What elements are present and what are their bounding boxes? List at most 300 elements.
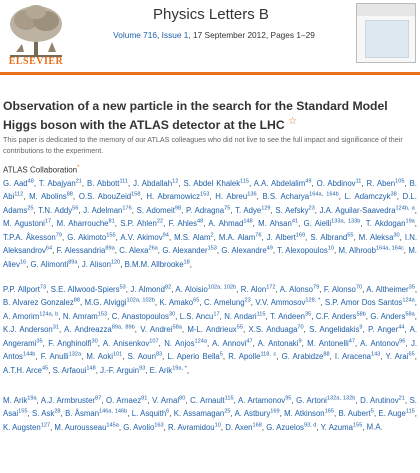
author-name-link[interactable]: G. Alexandre (221, 246, 267, 256)
affiliation-ref[interactable]: 10 (214, 422, 221, 428)
elsevier-tree-logo-icon[interactable] (4, 2, 68, 58)
author-name-link[interactable]: H. Abramowicz (146, 192, 201, 202)
affiliation-ref[interactable]: 89a (68, 259, 78, 265)
affiliation-ref[interactable]: 81 (141, 395, 148, 401)
author-name-link[interactable]: T. Andeen (270, 311, 305, 321)
affiliation-ref[interactable]: 49 (305, 178, 312, 184)
author-name-link[interactable]: J. Antos (3, 338, 418, 362)
author-name-link[interactable]: K. Augsten (3, 422, 41, 432)
affiliation-ref[interactable]: 2 (210, 232, 214, 238)
affiliation-ref[interactable]: 11 (355, 178, 362, 184)
journal-cover-thumbnail[interactable] (356, 3, 416, 63)
affiliation-ref[interactable]: 93, d (303, 422, 317, 428)
affiliation-ref[interactable]: 9 (359, 324, 363, 331)
author-separator: , (26, 259, 31, 269)
affiliation-ref[interactable]: 18 (183, 259, 190, 265)
affiliation-ref[interactable]: 25 (224, 408, 231, 415)
author-name-link[interactable]: O.S. AbouZeid (78, 192, 132, 202)
affiliation-ref[interactable]: 145a (106, 422, 119, 428)
affiliation-ref[interactable]: 58a (172, 324, 182, 331)
affiliation-ref[interactable]: 89a (105, 245, 115, 252)
author-name-link[interactable]: C. Alexa (119, 246, 149, 256)
author-name-link[interactable]: E. Arik (149, 365, 173, 375)
affiliation-ref[interactable]: 19a (405, 218, 415, 225)
author-separator: , (120, 259, 125, 269)
journal-title[interactable]: Physics Letters B (153, 6, 269, 23)
author-name-link[interactable]: J. Abdallah (133, 178, 173, 188)
affiliation-ref[interactable]: 6 (166, 408, 170, 415)
affiliation-ref[interactable]: 132a (68, 351, 82, 358)
affiliation-ref[interactable]: 30 (168, 311, 176, 317)
author-name-link[interactable]: C. Amelung (203, 298, 245, 308)
author-name-link[interactable]: L. Asquith (131, 409, 167, 419)
author-entry (309, 325, 368, 334)
author-entry (41, 352, 87, 361)
author-name-link[interactable]: S. Aefsky (275, 205, 309, 215)
affiliation-ref[interactable]: 23 (244, 297, 251, 304)
author-entry (30, 260, 81, 269)
author-name-link[interactable]: J. Adelman (83, 205, 123, 215)
affiliation-ref[interactable]: 64 (45, 245, 53, 252)
affiliation-ref[interactable]: 124a (402, 297, 415, 304)
author-name-link[interactable]: J. Albert (266, 232, 296, 242)
affiliation-ref[interactable]: 96 (399, 338, 406, 344)
author-entry (146, 192, 215, 201)
author-name-link[interactable]: K.J. Anderson (3, 325, 53, 335)
affiliation-ref[interactable]: 21 (75, 178, 82, 184)
author-name-link[interactable]: M. Aliev (3, 246, 417, 269)
author-name-link[interactable]: O. Abdinov (316, 178, 356, 188)
author-name-link[interactable]: S.P. Ahlen (120, 219, 157, 229)
affiliation-ref[interactable]: 146a, 146b (99, 408, 128, 415)
affiliation-ref[interactable]: 112 (14, 191, 24, 198)
affiliation-ref[interactable]: 79 (313, 284, 320, 290)
affiliation-ref[interactable]: 155 (352, 422, 363, 428)
collaboration-footnote-mark[interactable]: * (77, 165, 80, 171)
issue-link[interactable]: Issue 1 (161, 30, 189, 40)
affiliation-ref[interactable]: 169 (295, 232, 306, 238)
author-name-link[interactable]: M. Aharrouche (56, 219, 109, 229)
affiliation-ref[interactable]: 17 (44, 218, 52, 225)
author-name-link[interactable]: A. Aloisio (175, 284, 208, 294)
affiliation-ref[interactable]: 95 (285, 395, 292, 401)
author-name-link[interactable]: A.T.H. Arce (3, 365, 42, 375)
author-name-link[interactable]: Y. Arai (385, 352, 409, 362)
author-name-link[interactable]: S.E. Allwood-Spiers (50, 284, 120, 294)
affiliation-ref[interactable]: 155 (106, 232, 116, 238)
author-name-link[interactable]: R. Avramidou (167, 422, 215, 432)
author-name-link[interactable]: M.A. Alam (218, 232, 256, 242)
author-name-link[interactable]: K. Amako (159, 298, 194, 308)
affiliation-ref[interactable]: 53 (119, 284, 126, 290)
author-name-link[interactable]: M. Agustoni (3, 219, 45, 229)
author-name-link[interactable]: A. Antonaki (257, 338, 299, 348)
author-name-link[interactable]: S. Angelidakis (309, 325, 360, 335)
author-name-link[interactable]: P. Anger (368, 325, 399, 335)
author-name-link[interactable]: A. Artamonov (237, 395, 286, 405)
author-name-link[interactable]: N. Andari (224, 311, 257, 321)
author-name-link[interactable]: G. Anders (370, 311, 406, 321)
author-entry (120, 233, 174, 242)
author-entry (3, 179, 39, 188)
affiliation-ref[interactable]: 136 (247, 191, 257, 198)
affiliation-ref[interactable]: 44 (398, 324, 405, 331)
author-name-link[interactable]: L. Adamczyk (344, 192, 391, 202)
author-name-link[interactable]: C. Arnault (190, 395, 225, 405)
author-name-link[interactable]: A. Astbury (234, 409, 271, 419)
affiliation-ref[interactable]: 45 (42, 365, 49, 371)
author-separator: , (163, 219, 169, 229)
affiliation-ref[interactable]: 115 (256, 311, 266, 317)
author-name-link[interactable]: M.S. Alam (174, 232, 211, 242)
affiliation-ref[interactable]: 102a, 102b (126, 297, 155, 304)
author-name-link[interactable]: M.G. Alviggi (84, 298, 127, 308)
author-name-link[interactable]: S. Arfaoui (52, 365, 87, 375)
author-name-link[interactable]: B.M.M. Allbrooke (124, 259, 184, 269)
author-entry (140, 325, 187, 334)
author-name-link[interactable]: A. Angerami (3, 325, 417, 348)
affiliation-ref[interactable]: 26a (148, 245, 158, 252)
author-separator: , (58, 311, 63, 321)
affiliation-ref[interactable]: 153 (200, 191, 210, 198)
affiliation-ref[interactable]: 105 (395, 178, 405, 184)
affiliation-ref[interactable]: 115 (224, 395, 234, 401)
author-name-link[interactable]: T. Adye (235, 205, 262, 215)
author-name-link[interactable]: M. Aoki (86, 352, 113, 362)
author-name-link[interactable]: E. Auge (378, 409, 406, 419)
author-separator: , (145, 365, 150, 375)
author-name-link[interactable]: R. Aben (366, 178, 396, 188)
affiliation-ref[interactable]: 115 (405, 408, 415, 415)
affiliation-ref[interactable]: 165 (324, 408, 334, 415)
author-entry (235, 409, 285, 418)
affiliation-ref[interactable]: 19a, * (172, 365, 187, 371)
author-name-link[interactable]: B. Abi (3, 178, 417, 202)
affiliation-ref[interactable]: 55 (236, 324, 243, 331)
author-name-link[interactable]: M-L. Andrieux (187, 325, 237, 335)
affiliation-ref[interactable]: 70 (355, 284, 363, 290)
author-name-link[interactable]: G. Avolio (123, 422, 155, 432)
author-name-link[interactable]: M. Arik (3, 395, 28, 405)
affiliation-ref[interactable]: 93 (139, 365, 146, 371)
affiliation-ref[interactable]: 17 (213, 311, 220, 317)
affiliation-ref[interactable]: 16 (19, 259, 27, 265)
affiliation-ref[interactable]: 169 (270, 408, 280, 415)
author-entry (317, 179, 367, 188)
affiliation-ref[interactable]: 94 (162, 232, 169, 238)
author-name-link[interactable]: S. Abdel Khalek (183, 178, 241, 188)
affiliation-ref[interactable]: 47 (348, 338, 355, 344)
affiliation-ref[interactable]: 172 (266, 284, 276, 290)
author-name-link[interactable]: G. Aad (3, 178, 28, 188)
affiliation-ref[interactable]: 48 (27, 178, 34, 184)
author-name-link[interactable]: A. Annovi (212, 338, 247, 348)
affiliation-ref[interactable]: 5 (219, 351, 223, 358)
affiliation-ref[interactable]: 133a, 133b (331, 218, 361, 225)
affiliation-ref[interactable]: 127 (40, 422, 51, 428)
author-name-link[interactable]: K. Assamagan (173, 409, 225, 419)
author-name-link[interactable]: T. Alexopoulos (277, 246, 328, 256)
affiliation-ref[interactable]: 115 (240, 178, 250, 184)
author-name-link[interactable]: S.P. Amor Dos Santos (324, 298, 403, 308)
author-name-link[interactable]: A. Alonso (279, 284, 313, 294)
author-name-link[interactable]: S. Ask (32, 409, 55, 419)
author-name-link[interactable]: S. Aoun (127, 352, 156, 362)
affiliation-ref[interactable]: 148 (243, 218, 253, 225)
affiliation-ref[interactable]: 25 (27, 205, 34, 211)
author-entry (183, 179, 253, 188)
affiliation-ref[interactable]: 35 (408, 284, 415, 290)
affiliation-ref[interactable]: 75 (224, 205, 231, 211)
author-name-link[interactable]: T.P.A. Åkesson (3, 232, 56, 242)
author-name-link[interactable]: D. Arutinov (360, 395, 399, 405)
affiliation-ref[interactable]: 82 (164, 284, 172, 290)
author-name-link[interactable]: I. Aracena (334, 352, 372, 362)
affiliation-ref[interactable]: 148 (86, 365, 96, 371)
affiliation-ref[interactable]: 118, c (260, 351, 277, 358)
author-name-link[interactable]: S. Adomeit (136, 205, 175, 215)
author-name-link[interactable]: V. Andrei (140, 325, 173, 335)
author-name-link[interactable]: A. Anisenkov (102, 338, 150, 348)
author-entry (190, 396, 238, 405)
affiliation-ref[interactable]: 56 (72, 205, 79, 211)
affiliation-ref[interactable]: 58b (356, 311, 366, 317)
author-name-link[interactable]: R. Apolle (228, 352, 261, 362)
affiliation-ref[interactable]: 47 (246, 338, 253, 344)
author-name-link[interactable]: G. Aielli (303, 219, 332, 229)
author-name-link[interactable]: X.S. Anduaga (248, 325, 298, 335)
affiliation-ref[interactable]: 128, * (305, 297, 321, 304)
affiliation-ref[interactable]: 10 (327, 245, 334, 252)
affiliation-ref[interactable]: 76 (255, 232, 262, 238)
author-name-link[interactable]: R. Alon (240, 284, 267, 294)
author-name-link[interactable]: M. Aurousseau (54, 422, 107, 432)
author-name-link[interactable]: J. Almond (130, 284, 165, 294)
affiliation-ref[interactable]: 5 (370, 408, 374, 415)
author-entry (130, 285, 175, 294)
author-name-link[interactable]: Y. Azuma (320, 422, 353, 432)
affiliation-ref[interactable]: 21 (398, 395, 405, 401)
author-name-link[interactable]: F. Ahles (168, 219, 198, 229)
author-name-link[interactable]: F. Anulli (40, 352, 69, 362)
author-name-link[interactable]: I.N. Aleksandrov (3, 232, 418, 256)
author-entry (168, 352, 229, 361)
affiliation-ref[interactable]: 158 (131, 191, 141, 198)
author-name-link[interactable]: C.F. Anders (315, 311, 357, 321)
author-name-link[interactable]: B. Abbott (87, 178, 120, 188)
author-name-link[interactable]: M.A. (366, 422, 383, 432)
publisher-wordmark[interactable]: ELSEVIER (8, 56, 64, 67)
author-entry (120, 219, 168, 228)
author-name-link[interactable]: M. Antonelli (307, 338, 349, 348)
author-separator: , (33, 178, 39, 188)
affiliation-ref[interactable]: 124a (194, 338, 207, 344)
author-separator: , (115, 232, 121, 242)
author-name-link[interactable]: M. Ahsan (258, 219, 292, 229)
affiliation-ref[interactable]: 124a, b (39, 311, 59, 317)
author-entry (103, 339, 164, 348)
affiliation-ref[interactable]: 19a (27, 395, 37, 401)
author-name-link[interactable]: A. Ahmad (208, 219, 244, 229)
affiliation-ref[interactable]: 88 (73, 297, 81, 304)
affiliation-ref[interactable]: 9 (298, 338, 302, 344)
affiliation-ref[interactable]: 80 (179, 395, 186, 401)
author-name-link[interactable]: M. Aleksa (358, 232, 394, 242)
affiliation-ref[interactable]: 65 (193, 297, 200, 304)
affiliation-ref[interactable]: 144b (22, 351, 36, 358)
author-name-link[interactable]: C. Anastopoulos (111, 311, 169, 321)
author-name-link[interactable]: A.V. Akimov (120, 232, 163, 242)
author-separator: , (403, 246, 409, 256)
affiliation-ref[interactable]: 73 (39, 284, 47, 290)
author-name-link[interactable]: F. Alessandria (56, 246, 106, 256)
affiliation-ref[interactable]: 164a, 164b (309, 191, 339, 198)
affiliation-ref[interactable]: 22 (156, 218, 164, 225)
affiliation-ref[interactable]: 88 (66, 191, 73, 198)
author-name-link[interactable]: P. Adragna (185, 205, 225, 215)
cover-band (357, 4, 415, 16)
affiliation-ref[interactable]: 132a, 132b (326, 395, 356, 401)
author-separator: , (114, 246, 120, 256)
author-name-link[interactable]: D. Axen (225, 422, 253, 432)
author-name-link[interactable]: A. Altheimer (366, 284, 409, 294)
affiliation-ref[interactable]: 81 (108, 218, 115, 225)
author-name-link[interactable]: M. Atkinson (284, 409, 325, 419)
author-name-link[interactable]: F. Anghinolfi (48, 338, 92, 348)
author-name-link[interactable]: J.-F. Arguin (100, 365, 140, 375)
affiliation-ref[interactable]: 176 (122, 205, 132, 211)
author-entry (224, 312, 270, 321)
affiliation-ref[interactable]: 124b, a (395, 205, 415, 211)
volume-link[interactable]: Volume 716 (113, 30, 157, 40)
affiliation-ref[interactable]: 89a, 89b (111, 324, 135, 331)
affiliation-ref[interactable]: 30 (393, 232, 400, 238)
author-name-link[interactable]: V. Arnal (152, 395, 180, 405)
affiliation-ref[interactable]: 65 (408, 351, 415, 358)
author-separator: , (72, 192, 79, 202)
affiliation-ref[interactable]: 88 (323, 351, 330, 358)
author-name-link[interactable]: D.L. Adams (3, 192, 417, 215)
author-name-link[interactable]: M. Alhroob (338, 246, 376, 256)
author-name-link[interactable]: G. Alimonti (30, 259, 69, 269)
affiliation-ref[interactable]: 102a, 102b (207, 284, 237, 290)
affiliation-ref[interactable]: 70 (297, 324, 304, 331)
author-name-link[interactable]: N. Anjos (164, 338, 195, 348)
author-name-link[interactable]: V.V. Ammosov (255, 298, 306, 308)
author-entry (86, 352, 127, 361)
author-name-link[interactable]: S. Asai (3, 395, 417, 419)
author-entry (241, 285, 280, 294)
author-name-link[interactable]: J. Alison (81, 259, 111, 269)
author-name-link[interactable]: T. Akdogan (365, 219, 406, 229)
author-entry (367, 423, 383, 432)
affiliation-ref[interactable]: 41 (291, 218, 299, 225)
affiliation-ref[interactable]: 23 (308, 205, 315, 211)
affiliation-ref[interactable]: 111 (119, 178, 128, 184)
affiliation-ref[interactable]: 155 (18, 408, 28, 415)
author-name-link[interactable]: J.A. Aguilar-Saavedra (319, 205, 396, 215)
affiliation-ref[interactable]: 28 (54, 408, 61, 415)
author-name-link[interactable]: B. Alvarez Gonzalez (3, 298, 74, 308)
author-name-link[interactable]: A.J. Armbruster (40, 395, 96, 405)
author-entry (258, 219, 303, 228)
author-name-link[interactable]: L. Aperio Bella (167, 352, 220, 362)
author-name-link[interactable]: G. Artoni (296, 395, 327, 405)
title-footnote-mark[interactable]: ☆ (288, 116, 298, 127)
author-entry (87, 179, 133, 188)
affiliation-ref[interactable]: 98 (174, 205, 182, 211)
author-entry (83, 206, 136, 215)
author-name-link[interactable]: B. Åsman (65, 409, 100, 419)
affiliation-ref[interactable]: 153 (97, 311, 108, 317)
issue-pages: Pages 1–29 (270, 30, 315, 40)
author-name-link[interactable]: N. Amram (62, 311, 98, 321)
author-name-link[interactable]: A. Amorim (3, 311, 40, 321)
affiliation-ref[interactable]: 55 (347, 232, 354, 238)
author-name-link[interactable]: G. Alexander (162, 246, 208, 256)
author-name-link[interactable]: M. Abolins (29, 192, 67, 202)
affiliation-ref[interactable]: 35 (305, 311, 312, 317)
affiliation-ref[interactable]: 35 (36, 338, 43, 344)
author-name-link[interactable]: H. Abreu (215, 192, 248, 202)
affiliation-ref[interactable]: 48 (197, 218, 204, 225)
author-entry (57, 219, 121, 228)
affiliation-ref[interactable]: 79 (55, 232, 62, 238)
author-name-link[interactable]: O. Arnaez (106, 395, 142, 405)
affiliation-ref[interactable]: 163 (154, 422, 164, 428)
author-name-link[interactable]: G. Azuelos (266, 422, 304, 432)
author-name-link[interactable]: L.S. Ancu (179, 311, 214, 321)
author-separator: , (276, 352, 282, 362)
affiliation-ref[interactable]: 153 (207, 245, 217, 252)
author-name-link[interactable]: F. Alonso (323, 284, 356, 294)
author-name-link[interactable]: B. Aubert (338, 409, 371, 419)
author-name-link[interactable]: P.P. Allport (3, 284, 40, 294)
affiliation-ref[interactable]: 168 (252, 422, 262, 428)
author-name-link[interactable]: A. Antonov (360, 338, 400, 348)
author-name-link[interactable]: S. Albrand (310, 232, 348, 242)
author-name-link[interactable]: B.S. Acharya (262, 192, 310, 202)
affiliation-ref[interactable]: 12 (172, 178, 179, 184)
affiliation-ref[interactable]: 164a, 164c (375, 245, 404, 252)
author-separator: , (404, 178, 410, 188)
affiliation-ref[interactable]: 83 (155, 351, 163, 358)
author-name-link[interactable]: A.A. Abdelalim (253, 178, 306, 188)
author-entry (162, 246, 221, 255)
author-name-link[interactable]: G. Akimoto (67, 232, 107, 242)
author-separator: , (305, 232, 311, 242)
affiliation-ref[interactable]: 101 (112, 351, 123, 358)
affiliation-ref[interactable]: 120 (110, 259, 121, 265)
affiliation-ref[interactable]: 30 (91, 338, 98, 344)
affiliation-ref[interactable]: 87 (95, 395, 102, 401)
author-name-link[interactable]: T. Abajyan (38, 178, 76, 188)
affiliation-ref[interactable]: 143 (371, 351, 381, 358)
affiliation-ref[interactable]: 49 (266, 245, 273, 252)
affiliation-ref[interactable]: 38 (390, 191, 397, 198)
author-entry (3, 298, 85, 307)
author-entry (215, 192, 262, 201)
affiliation-ref[interactable]: 31 (52, 324, 60, 331)
author-name-link[interactable]: G. Arabidze (281, 352, 324, 362)
affiliation-ref[interactable]: 129 (261, 205, 271, 211)
author-name-link[interactable]: T.N. Addy (38, 205, 73, 215)
affiliation-ref[interactable]: 107 (149, 338, 159, 344)
author-separator: , (230, 409, 235, 419)
author-separator: , (380, 352, 386, 362)
author-name-link[interactable]: A. Andreazza (64, 325, 112, 335)
affiliation-ref[interactable]: 58a (405, 311, 415, 317)
